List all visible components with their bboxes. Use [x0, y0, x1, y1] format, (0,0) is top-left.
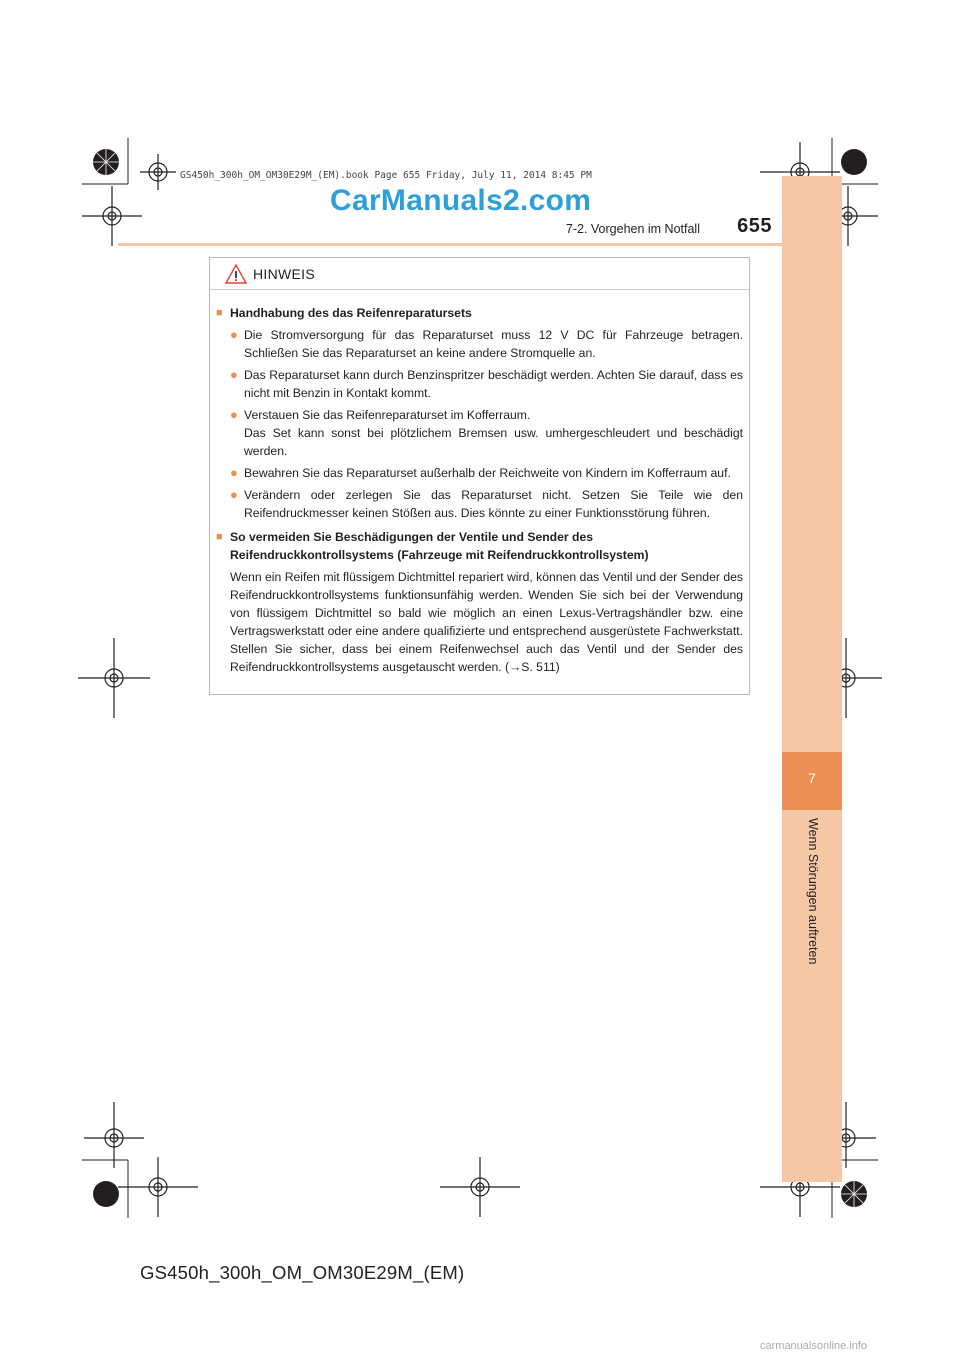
warning-triangle-icon: [225, 264, 247, 284]
notice-header: [210, 258, 749, 290]
dot-bullet-icon: ●: [230, 327, 238, 342]
dot-bullet-icon: ●: [230, 367, 238, 382]
chapter-sidebar-tab: [782, 176, 842, 1182]
section-heading: ■ Handhabung des das Reifenreparatursets: [216, 306, 472, 320]
watermark-logo: CarManuals2.com: [330, 184, 592, 217]
header-rule: [118, 243, 842, 246]
notice-box: [209, 257, 750, 695]
footer-watermark: carmanualsonline.info: [760, 1340, 868, 1352]
dot-bullet-icon: ●: [230, 487, 238, 502]
chapter-title: Wenn Störungen auftreten: [806, 818, 820, 965]
footer-document-code: GS450h_300h_OM_OM30E29M_(EM): [140, 1262, 465, 1283]
dot-bullet-icon: ●: [230, 407, 238, 422]
book-stamp: GS450h_300h_OM_OM30E29M_(EM).book Page 655 Friday, July 11, 2014 8:45 PM: [180, 170, 592, 181]
section-paragraph: Wenn ein Reifen mit flüssigem Dichtmittel repariert wird, können das Ventil und der Sender des Reifendruckkontrollsystems funktionsunfähig werden. Wenden Sie sich bei der Verwendung von flüssigem Dichtmittel so bald wie möglich an einen Lexus-Vertragshändler bzw. eine Vertragswerkstatt oder eine andere qualifizierte und entsprechend ausgerüstete Fachwerkstatt. Stellen Sie sicher, dass bei einem Reifenwechsel auch das Ventil und der Sender des Reifendruckkontrollsystems ausgetauscht werden. (→S. 511): [230, 570, 743, 674]
notice-body: [210, 290, 749, 676]
chapter-number: 7: [808, 770, 816, 786]
list-item: ● Die Stromversorgung für das Reparaturset muss 12 V DC für Fahrzeuge betragen. Schließen Sie das Reparaturset an keine andere Stromquelle an.: [230, 327, 743, 360]
notice-title: HINWEIS: [253, 265, 315, 282]
page-number: 655: [737, 215, 772, 237]
square-bullet-icon: ■: [216, 307, 223, 319]
list-item: ● Verstauen Sie das Reifenreparaturset im Kofferraum. Das Set kann sonst bei plötzlichem Bremsen usw. umhergeschleudert und beschädigt werden.: [230, 407, 743, 458]
section-heading: ■ So vermeiden Sie Beschädigungen der Ventile und Sender des Reifendruckkontrollsystems (Fahrzeuge mit Reifendruckkontrollsystem): [216, 530, 649, 562]
dot-bullet-icon: ●: [230, 465, 238, 480]
list-item: ● Das Reparaturset kann durch Benzinspritzer beschädigt werden. Achten Sie darauf, dass es nicht mit Benzin in Kontakt kommt.: [230, 367, 743, 400]
section-title: 7-2. Vorgehen im Notfall: [565, 222, 700, 236]
list-item: ● Verändern oder zerlegen Sie das Reparaturset nicht. Setzen Sie Teile wie den Reifendruckmesser keinen Stößen aus. Dies könnte zu einer Funktionsstörung führen.: [230, 487, 743, 520]
square-bullet-icon: ■: [216, 531, 223, 543]
list-item: ● Bewahren Sie das Reparaturset außerhalb der Reichweite von Kindern im Kofferraum auf.: [230, 465, 731, 480]
